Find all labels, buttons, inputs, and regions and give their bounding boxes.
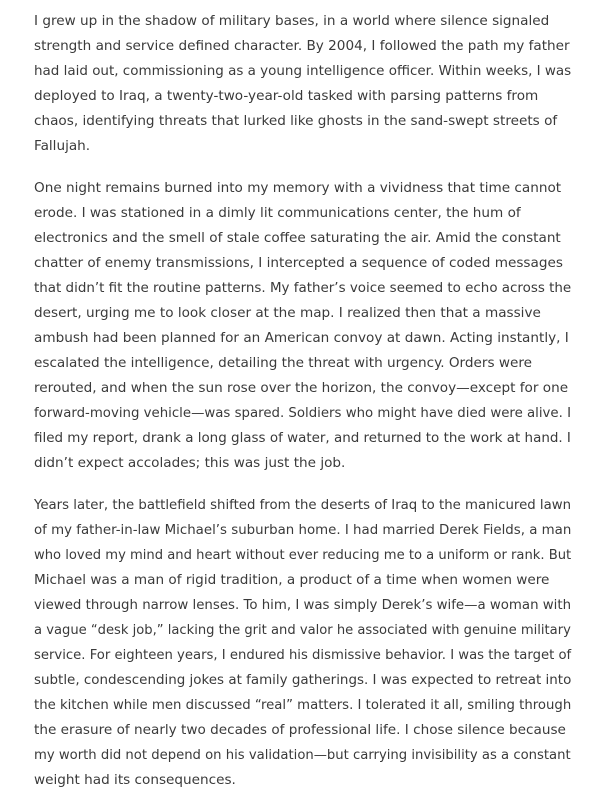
text-line: chaos, identifying threats that lurked like ghosts in the sand-swept streets of [34, 113, 558, 129]
text-line: chatter of enemy transmissions, I intercepted a sequence of coded messages [34, 255, 563, 271]
paragraph-3 [34, 493, 574, 793]
text-line: Michael was a man of rigid tradition, a product of a time when women were [34, 572, 550, 588]
text-line: my worth did not depend on his validation—but carrying invisibility as a constant [34, 748, 571, 763]
text-line: didn’t expect accolades; this was just the job. [34, 455, 346, 471]
text-line: I grew up in the shadow of military bases, in a world where silence signaled [34, 13, 550, 29]
text-line: erode. I was stationed in a dimly lit communications center, the hum of [34, 205, 521, 221]
text-line: Fallujah. [34, 138, 91, 154]
text-line: desert, urging me to look closer at the map. I realized then that a massive [34, 305, 541, 321]
text-line: ambush had been planned for an American convoy at dawn. Acting instantly, I [34, 330, 569, 346]
text-line: the kitchen while men discussed “real” matters. I tolerated it all, smiling through [34, 698, 572, 713]
text-line: deployed to Iraq, a twenty-two-year-old tasked with parsing patterns from [34, 88, 539, 104]
paragraph-1 [34, 9, 574, 159]
paragraph-2 [34, 176, 574, 476]
text-line: Years later, the battlefield shifted from the deserts of Iraq to the manicured lawn [34, 498, 572, 513]
text-line: service. For eighteen years, I endured his dismissive behavior. I was the target of [34, 648, 572, 663]
text-line: the erasure of nearly two decades of professional life. I chose silence because [34, 722, 566, 738]
text-line: filed my report, drank a long glass of water, and returned to the work at hand. I [34, 431, 571, 446]
text-line: a vague “desk job,” lacking the grit and valor he associated with genuine military [34, 623, 571, 638]
text-line: subtle, condescending jokes at family gatherings. I was expected to retreat into [34, 673, 572, 688]
text-line: One night remains burned into my memory with a vividness that time cannot [34, 180, 562, 196]
text-line: rerouted, and when the sun rose over the horizon, the convoy—except for one [34, 380, 569, 396]
text-line: escalated the intelligence, detailing the threat with urgency. Orders were [34, 355, 533, 371]
text-line: weight had its consequences. [34, 772, 236, 788]
text-line: who loved my mind and heart without ever reducing me to a uniform or rank. But [34, 548, 572, 563]
article-body [34, 9, 574, 810]
text-line: forward-moving vehicle—was spared. Soldiers who might have died were alive. I [34, 406, 572, 421]
text-line: strength and service defined character. By 2004, I followed the path my father [34, 38, 570, 54]
text-line: viewed through narrow lenses. To him, I was simply Derek’s wife—a woman with [34, 598, 572, 613]
text-line: electronics and the smell of stale coffee saturating the air. Amid the constant [34, 230, 561, 246]
text-line: that didn’t fit the routine patterns. My father’s voice seemed to echo across the [34, 281, 572, 296]
text-line: had laid out, commissioning as a young intelligence officer. Within weeks, I was [34, 63, 572, 79]
text-line: of my father-in-law Michael’s suburban home. I had married Derek Fields, a man [34, 523, 572, 538]
